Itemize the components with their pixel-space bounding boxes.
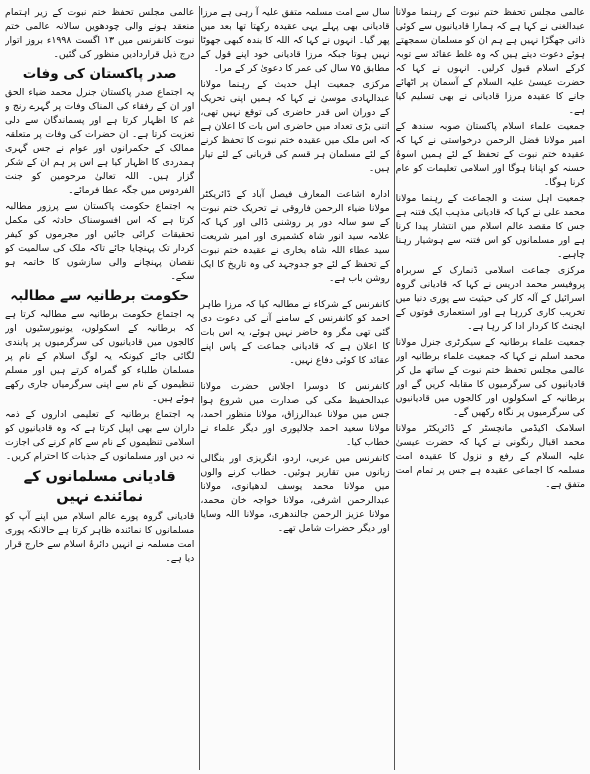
article-paragraph: کانفرنس کا دوسرا اجلاس حضرت مولانا عبدالحفیظ مکی کی صدارت میں شروع ہوا جس میں مولانا عبدالرزاق، مولانا منظور احمد، مولانا سعید احمد جلالپوری اور دیگر علماء نے خطاب کیا۔ xyxy=(200,381,390,448)
paragraph-gap xyxy=(200,288,389,298)
article-paragraph: یہ اجتماع حکومت برطانیہ سے مطالبہ کرتا ہے کہ برطانیہ کے اسکولوں، یونیورسٹیوں اور کالجوں میں قادیانیوں کی سرگرمیوں پر پابندی لگائی جائے کیونکہ یہ لوگ اسلام کے نام پر مسلمان طلباء کو گمراہ کرتے ہیں اور مسلم تنظیموں کے نام سے اپنی سرگرمیاں جاری رکھے ہوئے ہیں۔ xyxy=(5,309,195,404)
article-paragraph: ادارہ اشاعت المعارف فیصل آباد کے ڈائریکٹر مولانا ضیاء الرحمن فاروقی نے تحریک ختم نبوت کے سو سالہ دور پر روشنی ڈالی اور کہا کہ علامہ سید انور شاہ کشمیری اور امیر شریعت سید عطاء اللہ شاہ بخاری نے عقیدہ ختم نبوت کے تحفظ کے لئے جو جدوجہد کی وہ تاریخ کا ایک روشن باب ہے۔ xyxy=(200,189,390,284)
left-column xyxy=(5,6,194,770)
article-paragraph: یہ اجتماع برطانیہ کے تعلیمی اداروں کے ذمہ داران سے بھی اپیل کرتا ہے کہ وہ قادیانیوں کو اسلامی تنظیموں کے نام سے کام کرنے کی اجازت نہ دیں اور مسلمانوں کے جذبات کا احترام کریں۔ xyxy=(5,409,195,462)
article-paragraph: مرکزی جماعت اسلامی ڈنمارک کے سربراہ پروفیسر محمد ادریس نے کہا کہ قادیانی گروہ اسرائیل کے آلہ کار کی حیثیت سے پوری دنیا میں تخریب کاری کررہا ہے اور استعماری قوتوں کے ایجنٹ کا کردار ادا کر رہا ہے۔ xyxy=(395,265,585,332)
paragraph-gap xyxy=(200,178,389,188)
article-paragraph: کانفرنس میں عربی، اردو، انگریزی اور بنگالی زبانوں میں تقاریر ہوئیں۔ خطاب کرنے والوں میں مولانا محمد یوسف لدھیانوی، مولانا عبدالرحمن اشرفی، مولانا خواجہ خان محمد، مولانا عزیز الرحمن جالندھری، مولانا اللہ وسایا اور دیگر حضرات شامل تھے۔ xyxy=(200,453,390,534)
section-heading: قادیانی مسلمانوں کے نمائندے نہیں xyxy=(23,469,176,505)
article-paragraph: عالمی مجلس تحفظ ختم نبوت کے رہنما مولانا عبدالغنی نے کہا ہے کہ ہمارا قادیانیوں سے کوئی ذاتی جھگڑا نہیں ہے ہم ان کو مسلمان سمجھتے ہوئے دعوت دیتے ہیں کہ وہ غلط عقائد سے توبہ کرکے اسلام قبول کرلیں۔ انہوں نے کہا کہ حضرت عیسیٰ علیہ السلام کے آسمان پر اٹھائے جانے کا عقیدہ مرزا قادیانی نے بھی تسلیم کیا ہے۔ xyxy=(395,7,585,116)
article-paragraph: یہ اجتماع صدر پاکستان جنرل محمد ضیاء الحق اور ان کے رفقاء کی المناک وفات پر گہرے رنج و غم کا اظہار کرتا ہے اور پسماندگان سے دلی تعزیت کرتا ہے۔ ان حضرات کی وفات پر متعلقہ ممالک کے حکمرانوں اور عوام نے جس گہری ہمدردی کا اظہار کیا ہے اس پر ہم ان کے شکر گزار ہیں۔ اللہ تعالیٰ مرحومین کو جنت الفردوس میں جگہ عطا فرمائے۔ xyxy=(5,87,195,196)
section-heading: حکومت برطانیہ سے مطالبہ xyxy=(10,288,190,304)
article-paragraph: قادیانی گروہ پورے عالم اسلام میں اپنے آپ کو مسلمانوں کا نمائندہ ظاہر کرتا ہے حالانکہ پوری امت مسلمہ نے انہیں دائرۂ اسلام سے خارج قرار دیا ہے۔ xyxy=(5,511,195,564)
article-paragraph: جمعیت اہل سنت و الجماعت کے رہنما مولانا محمد علی نے کہا کہ قادیانی مذہب ایک فتنہ ہے جس کا مقصد عالم اسلام میں انتشار پیدا کرنا ہے اور مسلمانوں کو اس فتنہ سے ہوشیار رہنا چاہیے۔ xyxy=(395,193,585,260)
section-heading: صدر پاکستان کی وفات xyxy=(22,66,177,82)
article-paragraph: جمعیت علماء اسلام پاکستان صوبہ سندھ کے امیر مولانا فضل الرحمن درخواستی نے کہا کہ عقیدہ ختم نبوت کے تحفظ کے لئے ہمیں اسوۂ حسنہ کو اپنانا ہوگا اور اسلامی تعلیمات کو عام کرنا ہوگا۔ xyxy=(395,121,585,188)
right-column xyxy=(396,6,585,770)
article-paragraph: سال سے امت مسلمہ متفق علیہ آ رہی ہے مرزا قادیانی بھی پہلے یہی عقیدہ رکھتا تھا بعد میں پھر گیا۔ انہوں نے کہا کہ اللہ کا بندہ کبھی جھوٹا نہیں ہوتا جبکہ مرزا قادیانی خود اپنے قول کے مطابق ۷۵ سال کی عمر کا دعویٰ کر کے مرا۔ xyxy=(200,7,390,74)
middle-column xyxy=(200,6,389,770)
article-paragraph: کانفرنس کے شرکاء نے مطالبہ کیا کہ مرزا طاہر احمد کو کانفرنس کے سامنے آنے کی دعوت دی گئی تھی مگر وہ حاضر نہیں ہوئے، یہ اس بات کا اعلان ہے کہ قادیانی جماعت کے پاس اپنے عقائد کا کوئی دفاع نہیں۔ xyxy=(200,299,390,366)
column-divider xyxy=(394,6,395,770)
article-paragraph: مرکزی جمعیت اہل حدیث کے رہنما مولانا عبدالہادی موسیٰ نے کہا کہ ہمیں اپنی تحریک کے دوران اس قدر حاضری کی توقع نہیں تھی، اتنی بڑی تعداد میں حاضری اس بات کا اعلان ہے کہ اس ملک میں عقیدہ ختم نبوت کا تحفظ کرنے کے لئے مسلمان ہر قسم کی قربانی کے لئے تیار ہیں۔ xyxy=(200,79,390,174)
paragraph-gap xyxy=(200,370,389,380)
article-paragraph: یہ اجتماع حکومت پاکستان سے پرزور مطالبہ کرتا ہے کہ اس افسوسناک حادثہ کی مکمل تحقیقات کرائی جائیں اور مجرموں کو کیفر کردار تک پہنچایا جائے تاکہ ملک کی سالمیت کو نقصان پہنچانے والی سازشوں کا خاتمہ ہو سکے۔ xyxy=(5,201,195,282)
column-divider xyxy=(199,6,200,770)
article-paragraph: عالمی مجلس تحفظ ختم نبوت کے زیر اہتمام منعقد ہونے والی چودھویں سالانہ عالمی ختم نبوت کانفرنس میں ۱۳ اگست ۱۹۹۸ء بروز اتوار درج ذیل قراردادیں منظور کی گئیں۔ xyxy=(5,7,195,60)
article-paragraph: جمعیت علماء برطانیہ کے سیکرٹری جنرل مولانا محمد اسلم نے کہا کہ جمعیت علماء برطانیہ اور عالمی مجلس تحفظ ختم نبوت کے ساتھ مل کر قادیانیوں کی سرگرمیوں کا مقابلہ کریں گے اور برطانیہ کے اسکولوں اور کالجوں میں قادیانیوں کی سرگرمیوں پر نگاہ رکھیں گے۔ xyxy=(395,337,585,418)
article-paragraph: اسلامک اکیڈمی مانچسٹر کے ڈائریکٹر مولانا محمد اقبال رنگونی نے کہا کہ حضرت عیسیٰ علیہ السلام کے رفع و نزول کا عقیدہ امت مسلمہ کا اجماعی عقیدہ ہے جس پر تمام امت متفق ہے۔ xyxy=(395,423,585,490)
